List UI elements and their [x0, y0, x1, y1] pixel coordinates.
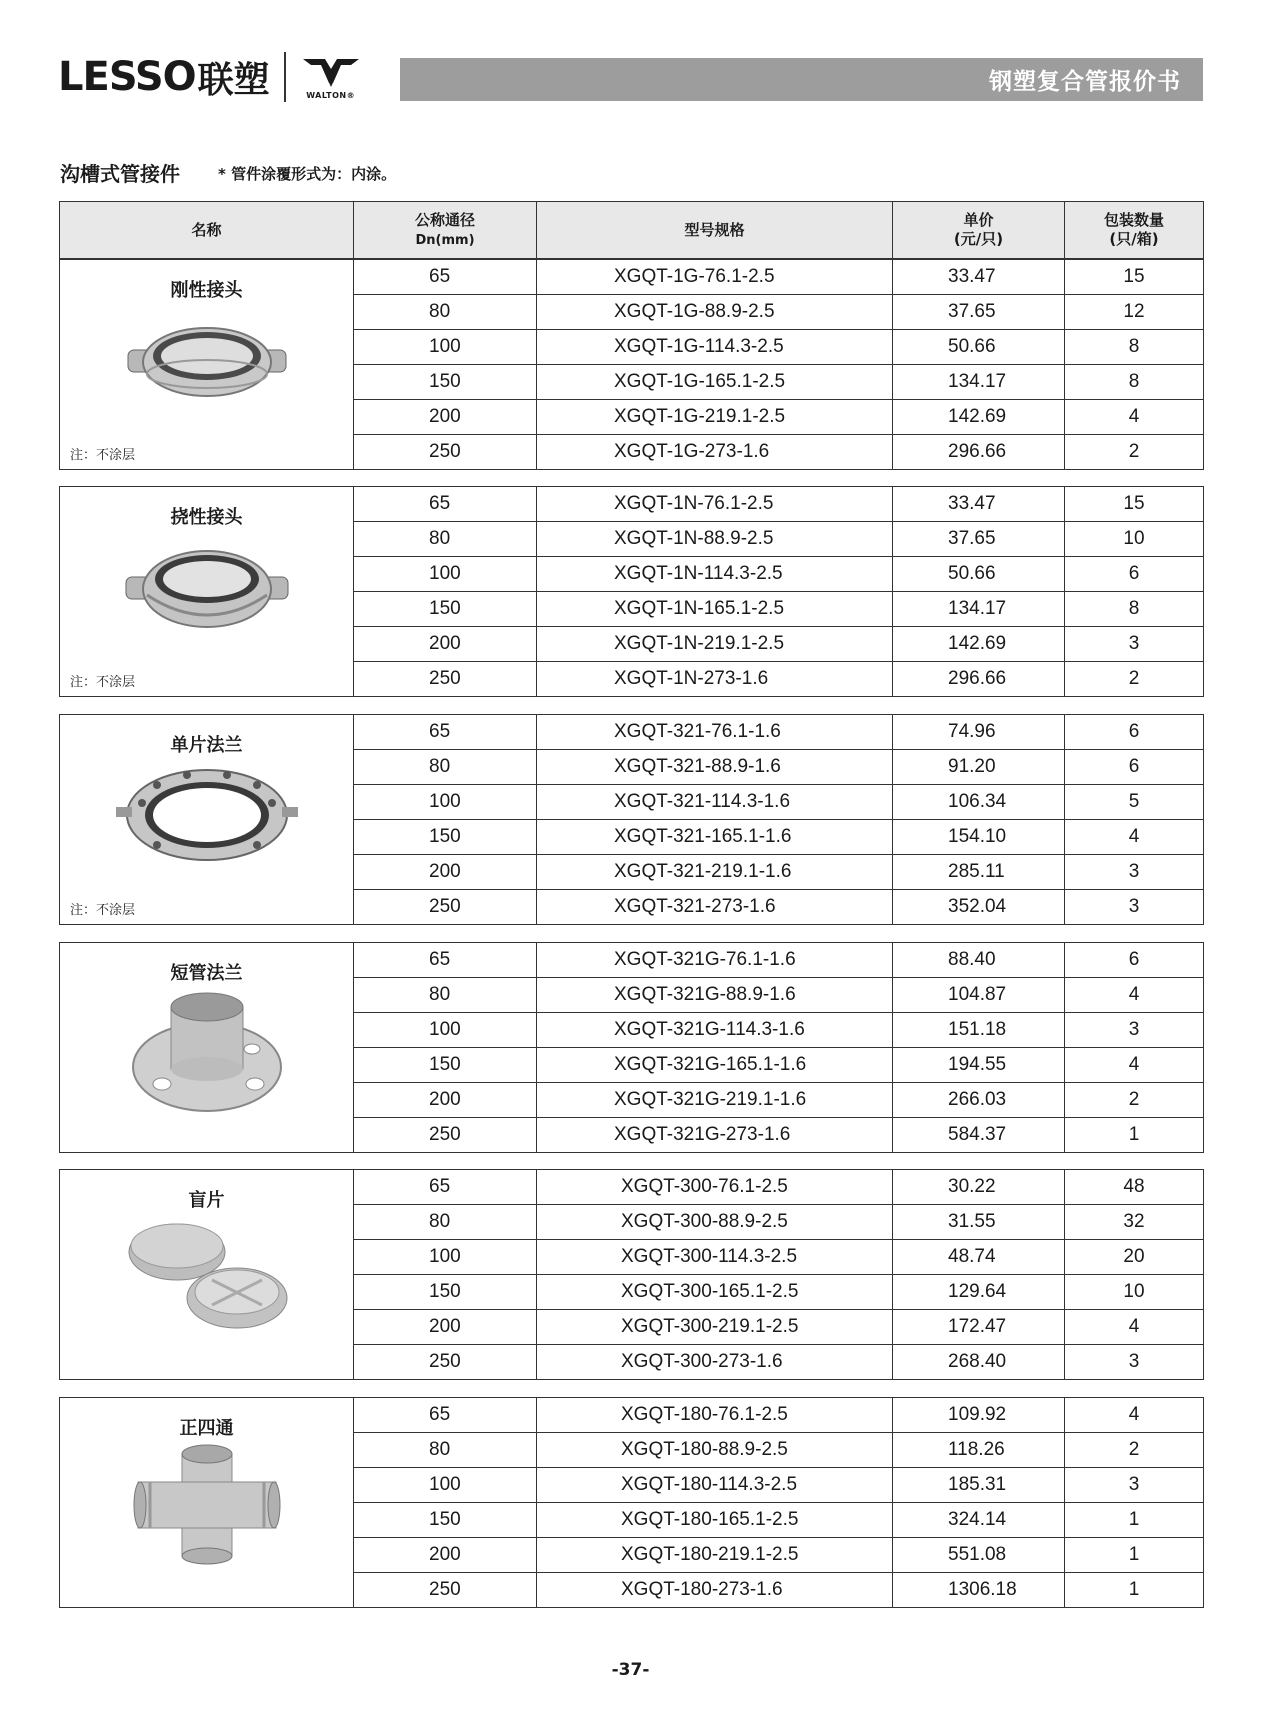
product-cell [60, 260, 354, 470]
dn-cell: 80 [354, 295, 537, 330]
product-group-table [59, 1397, 1204, 1608]
col-header-price: 单价 (元/只) [893, 202, 1065, 259]
price-cell: 37.65 [893, 295, 1065, 330]
qty-cell: 12 [1065, 295, 1204, 330]
product-name: 挠性接头 [170, 507, 243, 528]
product-cell [60, 943, 354, 1153]
price-cell: 109.92 [893, 1398, 1065, 1433]
product-group-table [59, 714, 1204, 925]
price-cell: 172.47 [893, 1310, 1065, 1345]
product-name: 刚性接头 [170, 280, 243, 301]
price-cell: 142.69 [893, 400, 1065, 435]
qty-cell: 3 [1065, 855, 1204, 890]
qty-cell: 2 [1065, 662, 1204, 697]
brand-logo [58, 52, 364, 102]
flange-spigot-icon [127, 989, 287, 1120]
qty-cell: 8 [1065, 365, 1204, 400]
model-cell: XGQT-321G-219.1-1.6 [537, 1083, 893, 1118]
price-cell: 106.34 [893, 785, 1065, 820]
product-cell [60, 1398, 354, 1608]
product-name: 单片法兰 [170, 735, 243, 756]
qty-cell: 6 [1065, 557, 1204, 592]
table-row [60, 715, 1204, 750]
model-cell: XGQT-321-88.9-1.6 [537, 750, 893, 785]
price-cell: 134.17 [893, 365, 1065, 400]
dn-cell: 100 [354, 1013, 537, 1048]
model-cell: XGQT-321G-88.9-1.6 [537, 978, 893, 1013]
model-cell: XGQT-1G-76.1-2.5 [537, 260, 893, 295]
price-cell: 91.20 [893, 750, 1065, 785]
dn-cell: 80 [354, 1205, 537, 1240]
document-banner [400, 58, 1203, 101]
price-table-header [59, 201, 1204, 259]
qty-cell: 1 [1065, 1573, 1204, 1608]
price-cell: 1306.18 [893, 1573, 1065, 1608]
model-cell: XGQT-180-219.1-2.5 [537, 1538, 893, 1573]
split-flange-icon [112, 763, 302, 874]
section-title: 沟槽式管接件 [60, 162, 180, 186]
model-cell: XGQT-321-273-1.6 [537, 890, 893, 925]
cross-tee-icon [132, 1442, 282, 1573]
dn-cell: 65 [354, 1398, 537, 1433]
price-cell: 74.96 [893, 715, 1065, 750]
qty-cell: 3 [1065, 890, 1204, 925]
product-cell [60, 1170, 354, 1380]
qty-cell: 2 [1065, 1433, 1204, 1468]
walton-mark-icon [301, 55, 361, 93]
model-cell: XGQT-180-88.9-2.5 [537, 1433, 893, 1468]
price-cell: 151.18 [893, 1013, 1065, 1048]
section-note: * 管件涂覆形式为：内涂。 [218, 165, 397, 183]
model-cell: XGQT-300-219.1-2.5 [537, 1310, 893, 1345]
qty-cell: 4 [1065, 1310, 1204, 1345]
qty-cell: 1 [1065, 1118, 1204, 1153]
price-cell: 584.37 [893, 1118, 1065, 1153]
model-cell: XGQT-300-273-1.6 [537, 1345, 893, 1380]
rigid-coupling-icon [122, 312, 292, 413]
dn-cell: 200 [354, 627, 537, 662]
logo-divider [284, 52, 286, 102]
flexible-coupling-icon [122, 535, 292, 641]
qty-cell: 6 [1065, 943, 1204, 978]
dn-cell: 65 [354, 715, 537, 750]
dn-cell: 100 [354, 557, 537, 592]
model-cell: XGQT-321-76.1-1.6 [537, 715, 893, 750]
price-cell: 50.66 [893, 330, 1065, 365]
dn-cell: 150 [354, 1048, 537, 1083]
price-cell: 50.66 [893, 557, 1065, 592]
price-cell: 104.87 [893, 978, 1065, 1013]
qty-cell: 15 [1065, 260, 1204, 295]
price-cell: 33.47 [893, 260, 1065, 295]
model-cell: XGQT-321G-165.1-1.6 [537, 1048, 893, 1083]
model-cell: XGQT-300-76.1-2.5 [537, 1170, 893, 1205]
dn-cell: 200 [354, 1310, 537, 1345]
qty-cell: 15 [1065, 487, 1204, 522]
price-cell: 30.22 [893, 1170, 1065, 1205]
product-name: 正四通 [179, 1418, 234, 1439]
model-cell: XGQT-300-88.9-2.5 [537, 1205, 893, 1240]
price-cell: 296.66 [893, 435, 1065, 470]
model-cell: XGQT-180-165.1-2.5 [537, 1503, 893, 1538]
table-row [60, 943, 1204, 978]
qty-cell: 6 [1065, 715, 1204, 750]
price-cell: 37.65 [893, 522, 1065, 557]
blind-cap-icon [122, 1210, 292, 1341]
table-row [60, 1170, 1204, 1205]
qty-cell: 8 [1065, 330, 1204, 365]
dn-cell: 100 [354, 785, 537, 820]
table-row [60, 260, 1204, 295]
dn-cell: 150 [354, 1275, 537, 1310]
model-cell: XGQT-1N-76.1-2.5 [537, 487, 893, 522]
dn-cell: 65 [354, 260, 537, 295]
product-note: 注：不涂层 [70, 448, 136, 463]
qty-cell: 48 [1065, 1170, 1204, 1205]
walton-label: WALTON® [306, 90, 356, 100]
dn-cell: 80 [354, 522, 537, 557]
qty-cell: 2 [1065, 435, 1204, 470]
model-cell: XGQT-1G-88.9-2.5 [537, 295, 893, 330]
dn-cell: 200 [354, 1538, 537, 1573]
brand-latin: LESSO [58, 54, 196, 100]
qty-cell: 1 [1065, 1503, 1204, 1538]
model-cell: XGQT-321-114.3-1.6 [537, 785, 893, 820]
dn-cell: 80 [354, 1433, 537, 1468]
price-cell: 352.04 [893, 890, 1065, 925]
price-cell: 266.03 [893, 1083, 1065, 1118]
dn-cell: 250 [354, 890, 537, 925]
price-cell: 296.66 [893, 662, 1065, 697]
qty-cell: 10 [1065, 1275, 1204, 1310]
model-cell: XGQT-321-219.1-1.6 [537, 855, 893, 890]
price-cell: 134.17 [893, 592, 1065, 627]
product-name: 短管法兰 [170, 963, 243, 984]
dn-cell: 80 [354, 750, 537, 785]
price-cell: 48.74 [893, 1240, 1065, 1275]
qty-cell: 3 [1065, 1468, 1204, 1503]
table-row [60, 487, 1204, 522]
col-header-model: 型号规格 [537, 202, 893, 259]
price-cell: 31.55 [893, 1205, 1065, 1240]
qty-cell: 10 [1065, 522, 1204, 557]
model-cell: XGQT-1G-114.3-2.5 [537, 330, 893, 365]
qty-cell: 3 [1065, 1013, 1204, 1048]
model-cell: XGQT-1N-273-1.6 [537, 662, 893, 697]
qty-cell: 2 [1065, 1083, 1204, 1118]
model-cell: XGQT-321-165.1-1.6 [537, 820, 893, 855]
qty-cell: 4 [1065, 400, 1204, 435]
dn-cell: 250 [354, 1345, 537, 1380]
price-cell: 142.69 [893, 627, 1065, 662]
qty-cell: 4 [1065, 820, 1204, 855]
price-cell: 154.10 [893, 820, 1065, 855]
model-cell: XGQT-321G-114.3-1.6 [537, 1013, 893, 1048]
qty-cell: 3 [1065, 627, 1204, 662]
price-cell: 33.47 [893, 487, 1065, 522]
model-cell: XGQT-321G-273-1.6 [537, 1118, 893, 1153]
model-cell: XGQT-180-273-1.6 [537, 1573, 893, 1608]
price-cell: 551.08 [893, 1538, 1065, 1573]
dn-cell: 200 [354, 400, 537, 435]
price-cell: 185.31 [893, 1468, 1065, 1503]
dn-cell: 65 [354, 487, 537, 522]
model-cell: XGQT-300-114.3-2.5 [537, 1240, 893, 1275]
product-group-table [59, 1169, 1204, 1380]
dn-cell: 200 [354, 855, 537, 890]
qty-cell: 4 [1065, 1398, 1204, 1433]
model-cell: XGQT-300-165.1-2.5 [537, 1275, 893, 1310]
model-cell: XGQT-1G-273-1.6 [537, 435, 893, 470]
dn-cell: 100 [354, 330, 537, 365]
product-group-table [59, 486, 1204, 697]
product-name: 盲片 [188, 1190, 225, 1211]
model-cell: XGQT-321G-76.1-1.6 [537, 943, 893, 978]
model-cell: XGQT-1G-165.1-2.5 [537, 365, 893, 400]
price-cell: 324.14 [893, 1503, 1065, 1538]
model-cell: XGQT-1N-114.3-2.5 [537, 557, 893, 592]
walton-logo [298, 55, 364, 100]
dn-cell: 200 [354, 1083, 537, 1118]
dn-cell: 150 [354, 1503, 537, 1538]
product-group-table [59, 942, 1204, 1153]
qty-cell: 5 [1065, 785, 1204, 820]
qty-cell: 1 [1065, 1538, 1204, 1573]
price-cell: 268.40 [893, 1345, 1065, 1380]
qty-cell: 32 [1065, 1205, 1204, 1240]
qty-cell: 6 [1065, 750, 1204, 785]
banner-title: 钢塑复合管报价书 [989, 69, 1181, 95]
dn-cell: 65 [354, 943, 537, 978]
col-header-dn: 公称通径 Dn(mm) [354, 202, 537, 259]
product-note: 注：不涂层 [70, 675, 136, 690]
page-number: -37- [611, 1660, 650, 1680]
model-cell: XGQT-180-114.3-2.5 [537, 1468, 893, 1503]
brand-cn: 联塑 [197, 59, 270, 101]
dn-cell: 250 [354, 662, 537, 697]
price-cell: 88.40 [893, 943, 1065, 978]
model-cell: XGQT-1G-219.1-2.5 [537, 400, 893, 435]
product-cell [60, 487, 354, 697]
model-cell: XGQT-1N-165.1-2.5 [537, 592, 893, 627]
qty-cell: 8 [1065, 592, 1204, 627]
col-header-qty: 包装数量 (只/箱) [1065, 202, 1204, 259]
dn-cell: 150 [354, 365, 537, 400]
qty-cell: 4 [1065, 978, 1204, 1013]
qty-cell: 3 [1065, 1345, 1204, 1380]
dn-cell: 65 [354, 1170, 537, 1205]
price-cell: 118.26 [893, 1433, 1065, 1468]
dn-cell: 100 [354, 1240, 537, 1275]
col-header-name: 名称 [60, 202, 354, 259]
qty-cell: 4 [1065, 1048, 1204, 1083]
price-cell: 194.55 [893, 1048, 1065, 1083]
dn-cell: 80 [354, 978, 537, 1013]
model-cell: XGQT-1N-219.1-2.5 [537, 627, 893, 662]
product-cell [60, 715, 354, 925]
table-row [60, 1398, 1204, 1433]
dn-cell: 250 [354, 435, 537, 470]
product-group-table [59, 259, 1204, 470]
dn-cell: 150 [354, 592, 537, 627]
dn-cell: 250 [354, 1118, 537, 1153]
model-cell: XGQT-180-76.1-2.5 [537, 1398, 893, 1433]
price-cell: 285.11 [893, 855, 1065, 890]
product-note: 注：不涂层 [70, 903, 136, 918]
dn-cell: 100 [354, 1468, 537, 1503]
dn-cell: 150 [354, 820, 537, 855]
model-cell: XGQT-1N-88.9-2.5 [537, 522, 893, 557]
price-cell: 129.64 [893, 1275, 1065, 1310]
dn-cell: 250 [354, 1573, 537, 1608]
qty-cell: 20 [1065, 1240, 1204, 1275]
